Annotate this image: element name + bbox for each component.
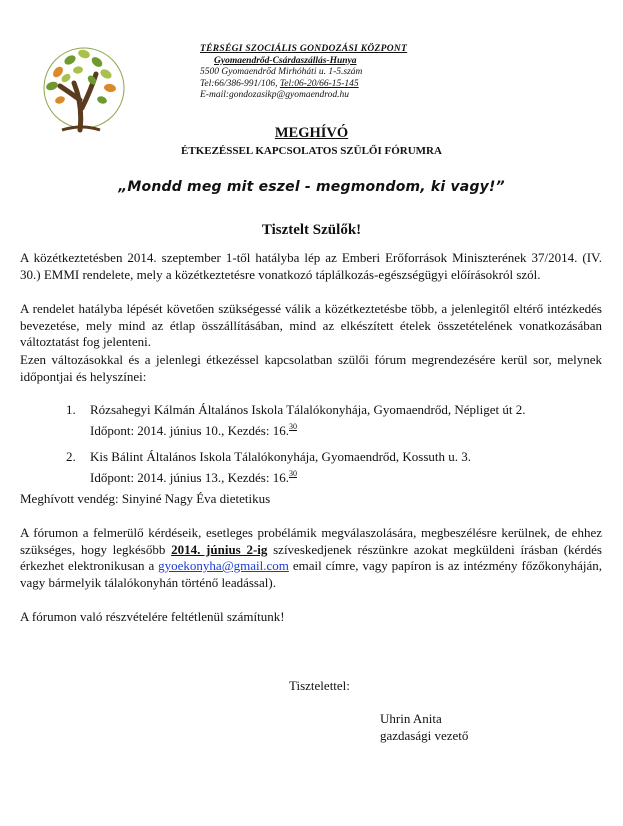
greeting: Tisztelt Szülők! xyxy=(261,222,362,238)
paragraph-closing: A fórumon való részvételére feltétlenül számítunk! xyxy=(20,609,285,624)
org-name: TÉRSÉGI SZOCIÁLIS GONDOZÁSI KÖZPONT xyxy=(200,44,408,54)
org-tel-mobile: Tel:06-20/66-15-145 xyxy=(279,78,359,89)
event-details xyxy=(90,448,471,486)
paragraph-forum: Ezen változásokkal és a jelenlegi étkezéssel kapcsolatban szülői fórum megrendezésére kerül sor, melynek időpontjai és helyszínei: xyxy=(20,352,602,384)
event-number: 1. xyxy=(66,402,76,417)
event-time-minutes: 30 xyxy=(288,422,297,431)
page-title: MEGHÍVÓ xyxy=(274,125,349,141)
org-email: E-mail:gondozasikp@gyomaendrod.hu xyxy=(200,90,350,101)
questions-text-2: szíveskedjenek részünkre azokat megküldeni írásban (kérdés érkezhet elektronikusan a xyxy=(20,541,602,574)
event-time-minutes: 30 xyxy=(288,469,297,478)
email-link[interactable]: gyoekonyha@gmail.com xyxy=(158,558,289,574)
paragraph-questions xyxy=(20,525,602,591)
questions-text-3: email címre, vagy papíron is az intézmény főzőkonyháján, vagy bármelyik tálalókonyhán történő leadással). xyxy=(20,558,602,590)
paragraph-intro: A közétkeztetésben 2014. szeptember 1-től hatályba lép az Emberi Erőforrások Miniszterének 37/2014. (IV. 30.) EMMI rendelete, mely a közétkeztetésre vonatkozó táplálkozás-egészségügyi előírásokról szól. xyxy=(20,250,602,282)
event-details xyxy=(90,401,526,439)
deadline-date: 2014. június 2-ig xyxy=(171,541,268,557)
org-address: 5500 Gyomaendrőd Mirhóháti u. 1-5.szám xyxy=(200,67,363,78)
event-time: Időpont: 2014. június 13., Kezdés: 16. xyxy=(90,470,289,485)
questions-text-1: A fórumon a felmerülő kérdéseik, esetleges probélámik megválaszolására, megbeszélésre kerülnek, de ehhez szükséges, hogy legkésőbb xyxy=(20,525,602,557)
motto: „Mondd meg mit eszel - megmondom, ki vagy!” xyxy=(118,179,505,195)
closing-salutation: Tisztelettel: xyxy=(289,678,350,693)
signature-name: Uhrin Anita xyxy=(380,711,442,726)
org-tel: Tel:66/386-991/106, xyxy=(200,78,278,89)
signature-role: gazdasági vezető xyxy=(380,728,469,743)
org-subtitle: Gyomaendrőd-Csárdaszállás-Hunya xyxy=(214,55,357,66)
org-header xyxy=(200,44,407,102)
event-place: Kis Bálint Általános Iskola Tálalókonyhája, Gyomaendrőd, Kossuth u. 3. xyxy=(90,449,472,464)
guest-line: Meghívott vendég: Sinyiné Nagy Éva dietetikus xyxy=(20,491,271,506)
page-subtitle: ÉTKEZÉSSEL KAPCSOLATOS SZÜLŐI FÓRUMRA xyxy=(181,145,442,157)
event-time: Időpont: 2014. június 10., Kezdés: 16. xyxy=(90,423,289,438)
event-number: 2. xyxy=(66,449,76,464)
paragraph-changes: A rendelet hatályba lépését követően szükségessé válik a közétkeztetésbe több, a jelenlegitől eltérő intézkedés bevezetése, mely mind az étlap összállításában, mind az elkészített ételek összetételének vonatkozásában változtatást fog jelenteni. xyxy=(20,301,602,350)
event-place: Rózsahegyi Kálmán Általános Iskola Tálalókonyhája, Gyomaendrőd, Népliget út 2. xyxy=(90,402,526,417)
tree-logo-icon xyxy=(22,38,152,138)
org-phone xyxy=(200,79,407,91)
